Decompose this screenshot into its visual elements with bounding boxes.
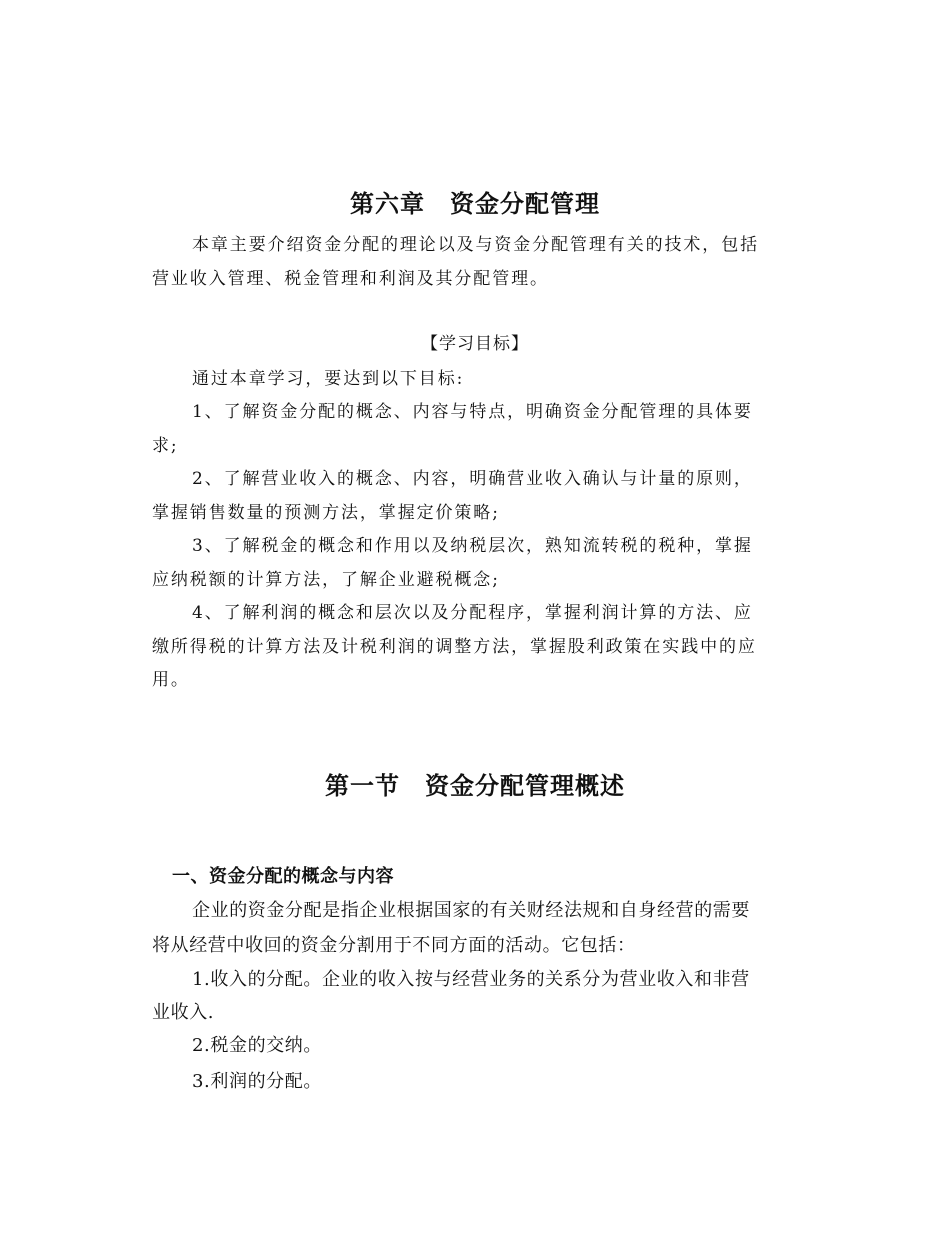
content-list-item-1-line: 1.收入的分配。企业的收入按与经营业务的关系分为营业收入和非营 bbox=[192, 969, 750, 990]
objective-item-1-line: 求; bbox=[152, 436, 179, 456]
objectives-lead: 通过本章学习，要达到以下目标: bbox=[192, 369, 465, 389]
objective-item-3-line: 应纳税额的计算方法，了解企业避税概念; bbox=[152, 570, 500, 590]
objective-item-4-line: 用。 bbox=[152, 670, 190, 690]
content-list-item-2: 2.税金的交纳。 bbox=[192, 1035, 322, 1056]
objective-item-2-line: 掌握销售数量的预测方法，掌握定价策略; bbox=[152, 503, 500, 523]
chapter-title: 第六章 资金分配管理 bbox=[350, 189, 600, 218]
objective-item-2-line: 2、了解营业收入的概念、内容，明确营业收入确认与计量的原则， bbox=[192, 469, 753, 489]
subsection-title: 一、资金分配的概念与内容 bbox=[172, 866, 394, 887]
objective-item-1-line: 1、了解资金分配的概念、内容与特点，明确资金分配管理的具体要 bbox=[192, 402, 753, 422]
section-paragraph-line: 将从经营中收回的资金分割用于不同方面的活动。它包括： bbox=[152, 935, 636, 956]
section-paragraph-line: 企业的资金分配是指企业根据国家的有关财经法规和自身经营的需要 bbox=[192, 900, 750, 921]
chapter-intro-line: 营业收入管理、税金管理和利润及其分配管理。 bbox=[152, 269, 549, 289]
objective-item-3-line: 3、了解税金的概念和作用以及纳税层次，熟知流转税的税种，掌握 bbox=[192, 536, 753, 556]
section-title: 第一节 资金分配管理概述 bbox=[325, 771, 625, 800]
content-list-item-3: 3.利润的分配。 bbox=[192, 1071, 322, 1092]
objective-item-4-line: 4、了解利润的概念和层次以及分配程序，掌握利润计算的方法、应 bbox=[192, 603, 753, 623]
chapter-intro-line: 本章主要介绍资金分配的理论以及与资金分配管理有关的技术，包括 bbox=[192, 235, 759, 255]
content-list-item-1-line: 业收入. bbox=[152, 1002, 215, 1023]
objective-item-4-line: 缴所得税的计算方法及计税利润的调整方法，掌握股利政策在实践中的应 bbox=[152, 637, 757, 657]
objectives-heading: 【学习目标】 bbox=[421, 334, 529, 354]
